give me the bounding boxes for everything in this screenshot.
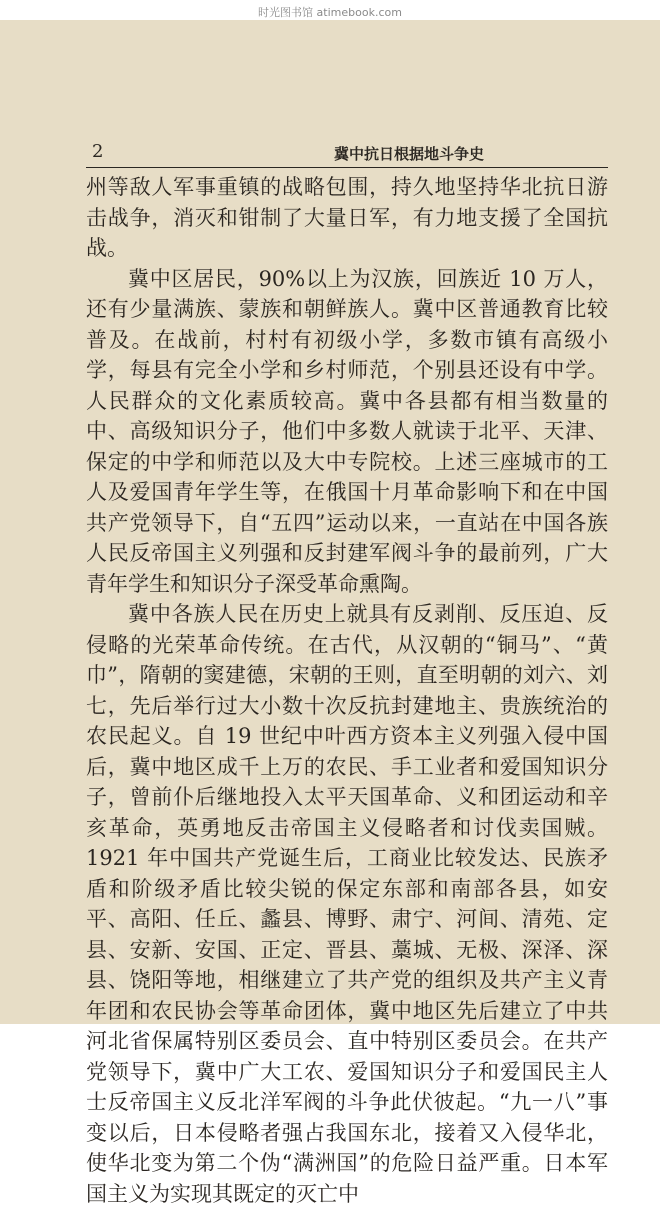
page-number: 2 [92, 141, 104, 162]
running-title: 冀中抗日根据地斗争史 [334, 145, 485, 163]
paragraph-continued: 州等敌人军事重镇的战略包围，持久地坚持华北抗日游击战争，消灭和钳制了大量日军，有力地支援了全国抗战。 [86, 175, 608, 260]
page-header [86, 141, 608, 168]
paragraph: 冀中各族人民在历史上就具有反剥削、反压迫、反侵略的光荣革命传统。在古代，从汉朝的“铜马”、“黄巾”，隋朝的窦建德，宋朝的王则，直至明朝的刘六、刘七，先后举行过大小数十次反抗封建地主、贵族统治的农民起义。自 19 世纪中叶西方资本主义列强入侵中国后，冀中地区成千上万的农民、手工业者和爱国知识分子，曾前仆后继地投入太平天国革命、义和团运动和辛亥革命，英勇地反击帝国主义侵略者和讨伐卖国贼。1921 年中国共产党诞生后，工商业比较发达、民族矛盾和阶级矛盾比较尖锐的保定东部和南部各县，如安平、高阳、任丘、蠡县、博野、肃宁、河间、清苑、定县、安新、安国、正定、晋县、藁城、无极、深泽、深县、饶阳等地，相继建立了共产党的组织及共产主义青年团和农民协会等革命团体，冀中地区先后建立了中共河北省保属特别区委员会、直中特别区委员会。在共产党领导下，冀中广大工农、爱国知识分子和爱国民主人士反帝国主义反北洋军阀的斗争此伏彼起。“九一八”事变以后，日本侵略者强占我国东北，接着又入侵华北，使华北变为第二个伪“满洲国”的危险日益严重。日本军国主义为实现其既定的灭亡中 [86, 602, 608, 1206]
watermark: 时光图书馆 atimebook.com [258, 6, 402, 19]
body-text [86, 172, 608, 1209]
book-page [0, 20, 660, 1206]
paragraph: 冀中区居民，90%以上为汉族，回族近 10 万人，还有少量满族、蒙族和朝鲜族人。冀中区普通教育比较普及。在战前，村村有初级小学，多数市镇有高级小学，每县有完全小学和乡村师范，个别县还设有中学。人民群众的文化素质较高。冀中各县都有相当数量的中、高级知识分子，他们中多数人就读于北平、天津、保定的中学和师范以及大中专院校。上述三座城市的工人及爱国青年学生等，在俄国十月革命影响下和在中国共产党领导下，自“五四”运动以来，一直站在中国各族人民反帝国主义列强和反封建军阀斗争的最前列，广大青年学生和知识分子深受革命熏陶。 [86, 266, 608, 596]
top-bar [0, 0, 660, 20]
